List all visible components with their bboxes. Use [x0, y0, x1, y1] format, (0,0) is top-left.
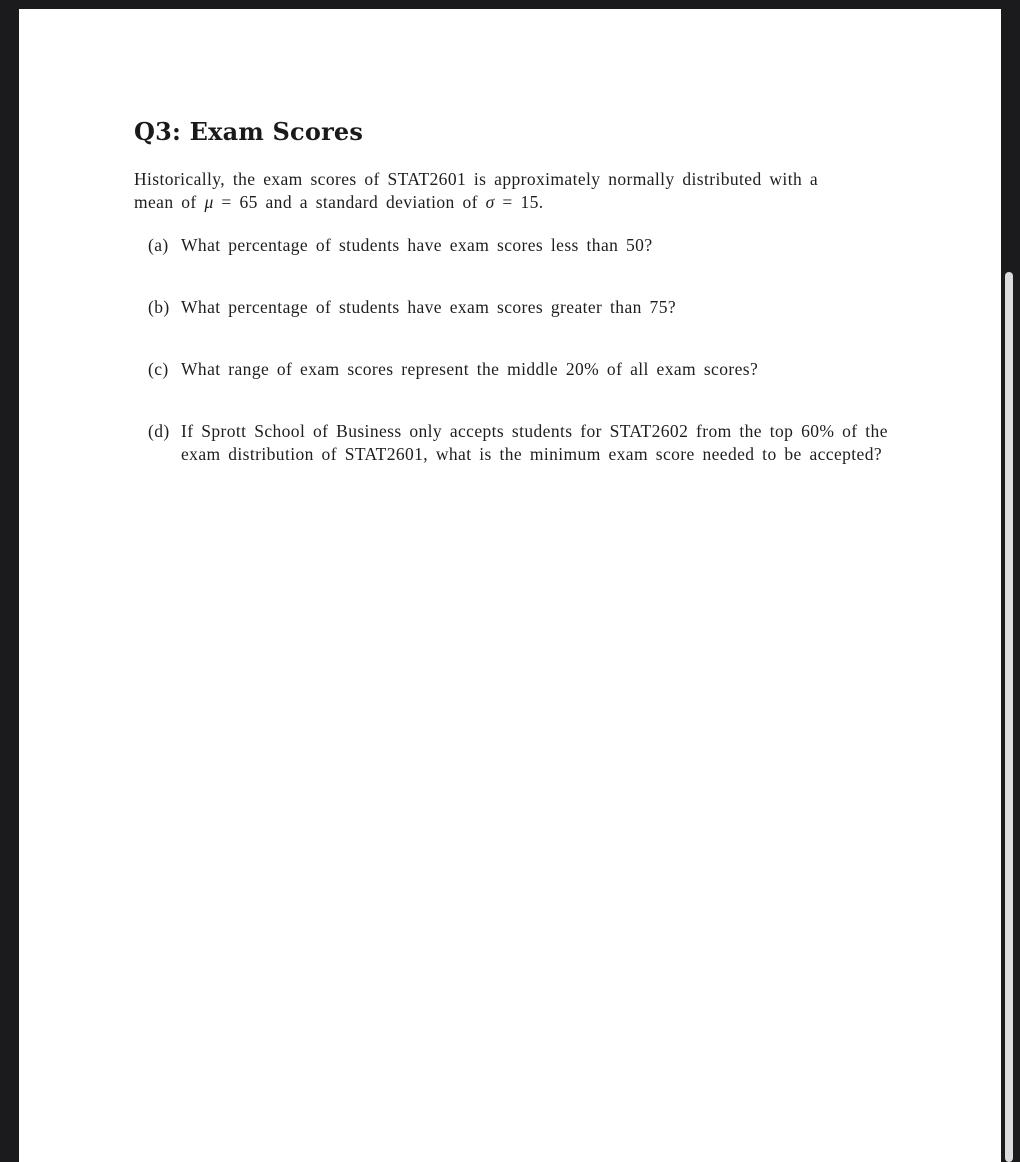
question-c — [134, 358, 894, 381]
mu-symbol: μ — [204, 192, 214, 212]
intro-line-2 — [134, 191, 894, 214]
question-d — [134, 420, 894, 466]
question-marker: (d) — [148, 421, 170, 441]
sigma-symbol: σ — [485, 192, 495, 212]
page-title: Q3: Exam Scores — [134, 117, 364, 146]
question-text: What percentage of students have exam scores greater than 75? — [181, 297, 677, 317]
question-text: What percentage of students have exam scores less than 50? — [181, 235, 653, 255]
intro-mean-value: = 65 and a standard deviation of — [213, 192, 486, 212]
question-a — [134, 234, 894, 257]
intro-sd-value: = 15. — [494, 192, 544, 212]
question-text: What range of exam scores represent the middle 20% of all exam scores? — [181, 359, 759, 379]
document-page — [19, 9, 1001, 1162]
question-marker: (b) — [148, 297, 170, 317]
question-text: If Sprott School of Business only accepts students for STAT2602 from the top 60% of the exam distribution of STAT2601, what is the minimum exam score needed to be accepted? — [181, 421, 888, 464]
page-content — [134, 117, 894, 505]
vertical-scrollbar[interactable] — [1005, 272, 1013, 1162]
question-marker: (c) — [148, 359, 169, 379]
intro-line-1: Historically, the exam scores of STAT2601 is approximately normally distributed with a — [134, 169, 819, 189]
question-marker: (a) — [148, 235, 169, 255]
intro-mean-label: mean of — [134, 192, 205, 212]
question-b — [134, 296, 894, 319]
intro-paragraph — [134, 168, 894, 214]
question-list — [134, 234, 894, 466]
